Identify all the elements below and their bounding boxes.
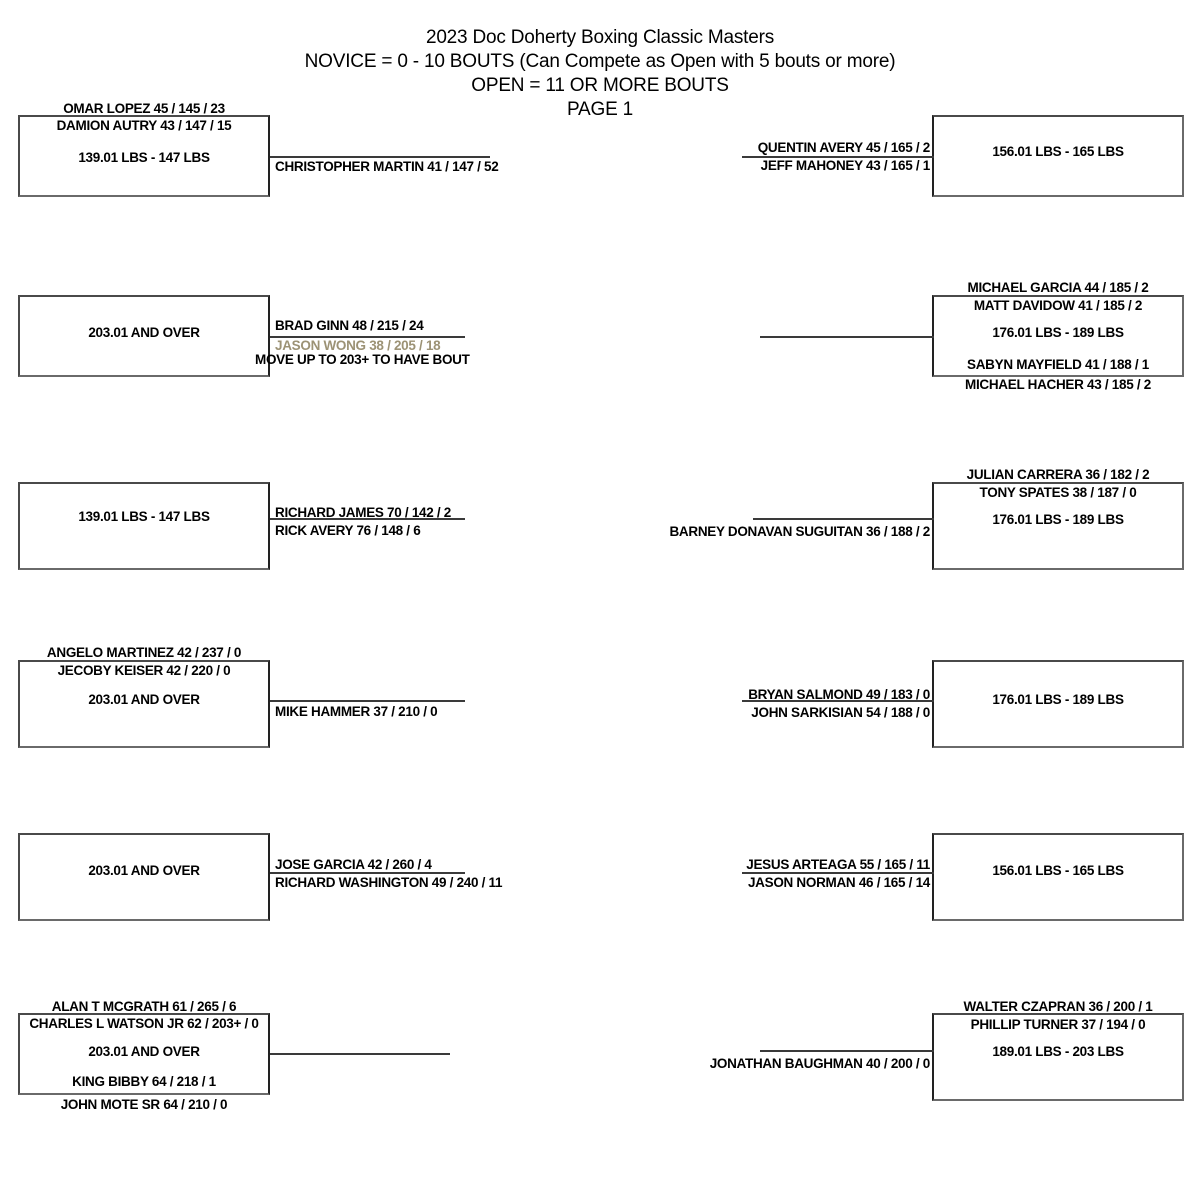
advance-connector — [760, 1050, 934, 1052]
advancing-note: MOVE UP TO 203+ TO HAVE BOUT — [255, 352, 470, 367]
competitor-second: TONY SPATES 38 / 187 / 0 — [979, 485, 1137, 500]
competitor-bottom-upper: SABYN MAYFIELD 41 / 188 / 1 — [967, 357, 1149, 372]
competitor-top: MICHAEL GARCIA 44 / 185 / 2 — [967, 280, 1149, 295]
advance-connector — [270, 700, 465, 702]
advance-connector — [742, 872, 934, 874]
competitor-top: WALTER CZAPRAN 36 / 200 / 1 — [963, 999, 1153, 1014]
advancing-competitor: QUENTIN AVERY 45 / 165 / 2 — [757, 140, 930, 155]
weight-class: 203.01 AND OVER — [88, 863, 200, 878]
withdrawn-competitor: JASON WONG 38 / 205 / 18 — [275, 338, 441, 353]
advancing-note: RICHARD WASHINGTON 49 / 240 / 11 — [275, 875, 503, 890]
weight-class: 139.01 LBS - 147 LBS — [78, 150, 210, 165]
competitor-bottom: MICHAEL HACHER 43 / 185 / 2 — [965, 377, 1151, 392]
advancing-note: RICK AVERY 76 / 148 / 6 — [275, 523, 421, 538]
advancing-competitor: BRYAN SALMOND 49 / 183 / 0 — [748, 687, 930, 702]
tournament-title: 2023 Doc Doherty Boxing Classic Masters — [425, 27, 775, 48]
advancing-competitor: MIKE HAMMER 37 / 210 / 0 — [275, 704, 438, 719]
advance-connector — [270, 1053, 450, 1055]
competitor-second: CHARLES L WATSON JR 62 / 203+ / 0 — [29, 1016, 259, 1031]
weight-class: 203.01 AND OVER — [88, 1044, 200, 1059]
weight-class: 189.01 LBS - 203 LBS — [992, 1044, 1124, 1059]
weight-class: 156.01 LBS - 165 LBS — [992, 863, 1124, 878]
advancing-note: BARNEY DONAVAN SUGUITAN 36 / 188 / 2 — [669, 524, 930, 539]
advancing-competitor: JESUS ARTEAGA 55 / 165 / 11 — [746, 857, 930, 872]
competitor-second: DAMION AUTRY 43 / 147 / 15 — [56, 118, 232, 133]
advance-connector — [760, 336, 934, 338]
competitor-second: PHILLIP TURNER 37 / 194 / 0 — [970, 1017, 1146, 1032]
weight-class: 176.01 LBS - 189 LBS — [992, 325, 1124, 340]
advancing-note: JASON NORMAN 46 / 165 / 14 — [747, 875, 930, 890]
advancing-note: JONATHAN BAUGHMAN 40 / 200 / 0 — [709, 1056, 930, 1071]
advance-connector — [270, 872, 465, 874]
competitor-top: JULIAN CARRERA 36 / 182 / 2 — [966, 467, 1150, 482]
weight-class: 139.01 LBS - 147 LBS — [78, 509, 210, 524]
advancing-competitor: RICHARD JAMES 70 / 142 / 2 — [275, 505, 452, 520]
weight-class: 176.01 LBS - 189 LBS — [992, 692, 1124, 707]
weight-class: 203.01 AND OVER — [88, 325, 200, 340]
open-definition: OPEN = 11 OR MORE BOUTS — [471, 75, 729, 96]
page-number: PAGE 1 — [566, 99, 634, 120]
advancing-note: JOHN SARKISIAN 54 / 188 / 0 — [751, 705, 930, 720]
competitor-second: MATT DAVIDOW 41 / 185 / 2 — [973, 298, 1143, 313]
competitor-top: OMAR LOPEZ 45 / 145 / 23 — [63, 101, 225, 116]
competitor-second: JECOBY KEISER 42 / 220 / 0 — [57, 663, 231, 678]
advancing-competitor: BRAD GINN 48 / 215 / 24 — [275, 318, 424, 333]
advancing-note: JEFF MAHONEY 43 / 165 / 1 — [760, 158, 930, 173]
weight-class: 176.01 LBS - 189 LBS — [992, 512, 1124, 527]
novice-definition: NOVICE = 0 - 10 BOUTS (Can Compete as Open with 5 bouts or more) — [304, 51, 896, 72]
competitor-top: ALAN T MCGRATH 61 / 265 / 6 — [51, 999, 237, 1014]
advancing-competitor: JOSE GARCIA 42 / 260 / 4 — [275, 857, 432, 872]
advancing-competitor: CHRISTOPHER MARTIN 41 / 147 / 52 — [275, 159, 499, 174]
bracket-box — [18, 482, 270, 570]
competitor-bottom-upper: KING BIBBY 64 / 218 / 1 — [72, 1074, 216, 1089]
competitor-bottom: JOHN MOTE SR 64 / 210 / 0 — [60, 1097, 228, 1112]
weight-class: 156.01 LBS - 165 LBS — [992, 144, 1124, 159]
competitor-top: ANGELO MARTINEZ 42 / 237 / 0 — [46, 645, 242, 660]
advance-connector — [270, 156, 490, 158]
advance-connector — [753, 518, 934, 520]
weight-class: 203.01 AND OVER — [88, 692, 200, 707]
